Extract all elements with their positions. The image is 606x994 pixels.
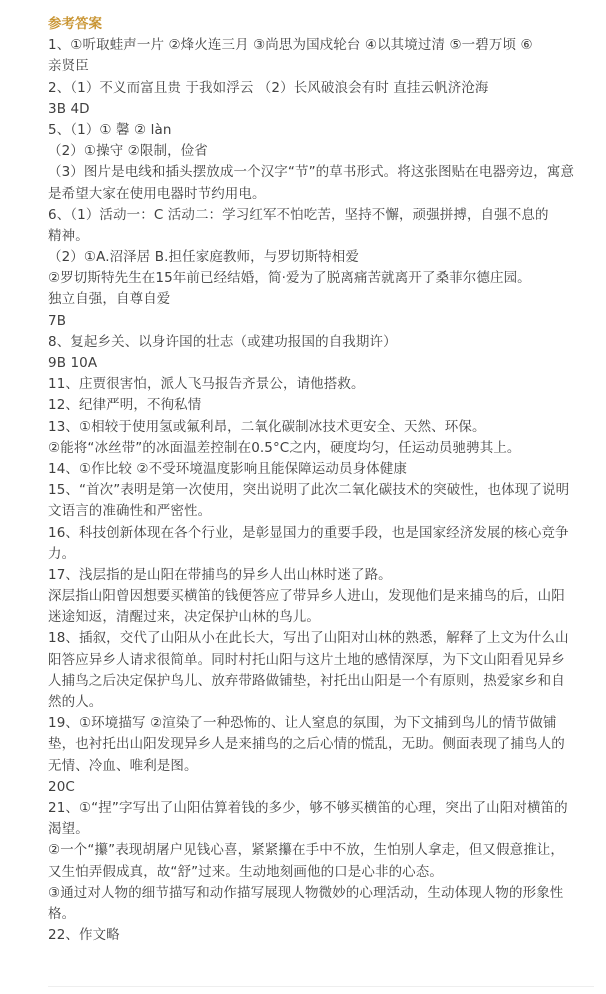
answer-line: 1、①听取蛙声一片 ②烽火连三月 ③尚思为国戍轮台 ④以其境过清 ⑤一碧万顷 ⑥ bbox=[48, 37, 533, 54]
answer-line: 9B 10A bbox=[48, 355, 98, 371]
answer-line: 亲贤臣 bbox=[48, 58, 89, 75]
answer-line: 11、庄贾很害怕，派人飞马报告齐景公，请他搭救。 bbox=[48, 376, 365, 393]
answer-line: ②能将“冰丝带”的冰面温差控制在0.5°C之内，硬度均匀，任运动员驰骋其上。 bbox=[48, 439, 521, 456]
answer-line: ③通过对人物的细节描写和动作描写展现人物微妙的心理活动，生动体现人物的形象性 bbox=[48, 884, 564, 901]
answer-line: 22、作文略 bbox=[48, 927, 120, 944]
answer-line: 13、①相较于使用氢或氟利昂，二氧化碳制冰技术更安全、天然、环保。 bbox=[48, 418, 486, 435]
answer-line: 精神。 bbox=[48, 227, 89, 244]
answer-line: 然的人。 bbox=[48, 694, 103, 710]
answer-line: 14、①作比较 ②不受环境温度影响且能保障运动员身体健康 bbox=[48, 460, 407, 477]
answer-line: 17、浅层指的是山阳在带捕鸟的异乡人出山林时迷了路。 bbox=[48, 566, 392, 583]
answer-line: 19、①环境描写 ②渲染了一种恐怖的、让人窒息的氛围，为下文捕到鸟儿的情节做铺 bbox=[48, 715, 557, 732]
answer-line: 16、科技创新体现在各个行业，是彰显国力的重要手段，也是国家经济发展的核心竞争 bbox=[48, 524, 569, 541]
answer-line: 深层指山阳曾因想要买横笛的钱便答应了带异乡人进山，发现他们是来捕鸟的后，山阳 bbox=[48, 588, 565, 605]
answer-line: 垫，也衬托出山阳发现异乡人是来捕鸟的之后心情的慌乱，无助。侧面表现了捕鸟人的 bbox=[48, 736, 565, 753]
answer-line: 12、纪律严明，不徇私情 bbox=[48, 397, 202, 414]
answer-line: 3B 4D bbox=[48, 100, 90, 117]
answer-heading: 参考答案 bbox=[48, 16, 102, 32]
answer-line: 6、（1）活动一：C 活动二：学习红军不怕吃苦，坚持不懈，顽强拼搏，自强不息的 bbox=[48, 206, 549, 223]
answer-line: 无情、冷血、唯利是图。 bbox=[48, 757, 198, 774]
answer-line: 5、（1）① 馨 ② làn bbox=[48, 121, 172, 138]
answer-line: ②一个“攥”表现胡屠户见钱心喜，紧紧攥在手中不放，生怕别人拿走，但又假意推让， bbox=[48, 842, 564, 859]
answer-line: 20C bbox=[48, 778, 75, 795]
bottom-divider bbox=[48, 986, 594, 987]
answer-line: 又生怕弄假成真，故“舒”过来。生动地刻画他的口是心非的心态。 bbox=[48, 863, 443, 880]
answer-line: 21、①“捏”字写出了山阳估算着钱的多少，够不够买横笛的心理，突出了山阳对横笛的 bbox=[48, 799, 568, 816]
answer-line: 是希望大家在使用电器时节约用电。 bbox=[48, 185, 266, 202]
answer-line: 力。 bbox=[48, 545, 76, 562]
answer-line: 渴望。 bbox=[48, 821, 89, 838]
answer-line: 格。 bbox=[48, 905, 76, 922]
answer-line: 15、“首次”表明是第一次使用，突出说明了此次二氧化碳技术的突破性，也体现了说明 bbox=[48, 482, 570, 499]
answer-line: （2）①操守 ②限制，俭省 bbox=[48, 143, 208, 160]
answer-list bbox=[48, 35, 594, 946]
answer-line: 迷途知返，清醒过来，决定保护山林的鸟儿。 bbox=[48, 609, 320, 626]
answer-line: 文语言的准确性和严密性。 bbox=[48, 503, 212, 520]
answer-line: 18、插叙，交代了山阳从小在此长大，写出了山阳对山林的熟悉，解释了上文为什么山 bbox=[48, 630, 569, 647]
answer-line: 阳答应异乡人请求很简单。同时村托山阳与这片土地的感情深厚，为下文山阳看见异乡 bbox=[48, 651, 565, 668]
answer-line: 7B bbox=[48, 312, 67, 329]
answer-line: 2、（1）不义而富且贵 于我如浮云 （2）长风破浪会有时 直挂云帆济沧海 bbox=[48, 79, 489, 96]
answer-line: ②罗切斯特先生在15年前已经结婚，简·爱为了脱离痛苦就离开了桑菲尔德庄园。 bbox=[48, 270, 531, 287]
answer-line: 独立自强，自尊自爱 bbox=[48, 291, 171, 308]
answer-line: 人捕鸟之后决定保护鸟儿、放弃带路做铺垫，衬托出山阳是一个有原则，热爱家乡和自 bbox=[48, 672, 565, 689]
answer-line: （2）①A.沼泽居 B.担任家庭教师，与罗切斯特相爱 bbox=[48, 249, 359, 266]
answer-line: 8、复起乡关、以身许国的壮志（或建功报国的自我期许） bbox=[48, 333, 397, 350]
answer-line: （3）图片是电线和插头摆放成一个汉字“节”的草书形式。将这张图贴在电器旁边，寓意 bbox=[48, 164, 575, 181]
